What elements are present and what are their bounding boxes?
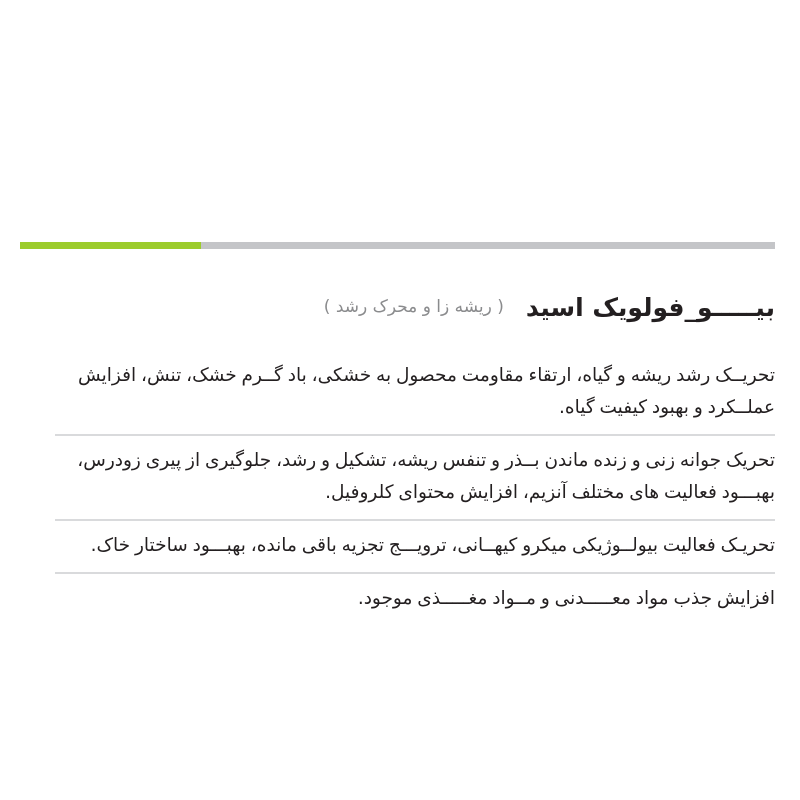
divider — [55, 572, 775, 574]
benefit-item-4 — [55, 580, 775, 619]
product-subtitle: ( ریشه زا و محرک رشد ) — [323, 297, 504, 317]
benefit-2-line-2: بهبـــود فعالیت های مختلف آنزیم، افزایش محتوای کلروفیل. — [325, 482, 775, 503]
benefit-3-line-1: تحریـک فعالیت بیولــوژیکی میکرو کیهــانی، ترویـــج تجزیه باقی مانده، بهبـــود ساختار خاک. — [90, 535, 775, 556]
product-title: بیـــــو_فولویک اسید — [525, 292, 775, 322]
divider — [55, 434, 775, 436]
benefit-item-1 — [55, 357, 775, 428]
benefit-1-line-1: تحریــک رشد ریشه و گیاه، ارتقاء مقاومت محصول به خشکی، باد گــرم خشک، تنش، افزایش — [78, 365, 775, 386]
benefit-item-3 — [55, 527, 775, 566]
section-progress-bar — [20, 242, 775, 249]
benefit-2-line-1: تحریک جوانه زنی و زنده ماندن بــذر و تنفس ریشه، تشکیل و رشد، جلوگیری از پیری زودرس، — [77, 450, 775, 471]
benefit-1-line-2: عملــکرد و بهبود کیفیت گیاه. — [559, 397, 775, 418]
benefit-4-line-1: افزایش جذب مواد معـــــدنی و مــواد مغـــــذی موجود. — [357, 588, 775, 609]
benefit-item-2 — [55, 442, 775, 513]
benefits-list — [55, 357, 775, 619]
progress-bar-fill — [20, 242, 201, 249]
divider — [55, 519, 775, 521]
section-header — [324, 287, 775, 327]
